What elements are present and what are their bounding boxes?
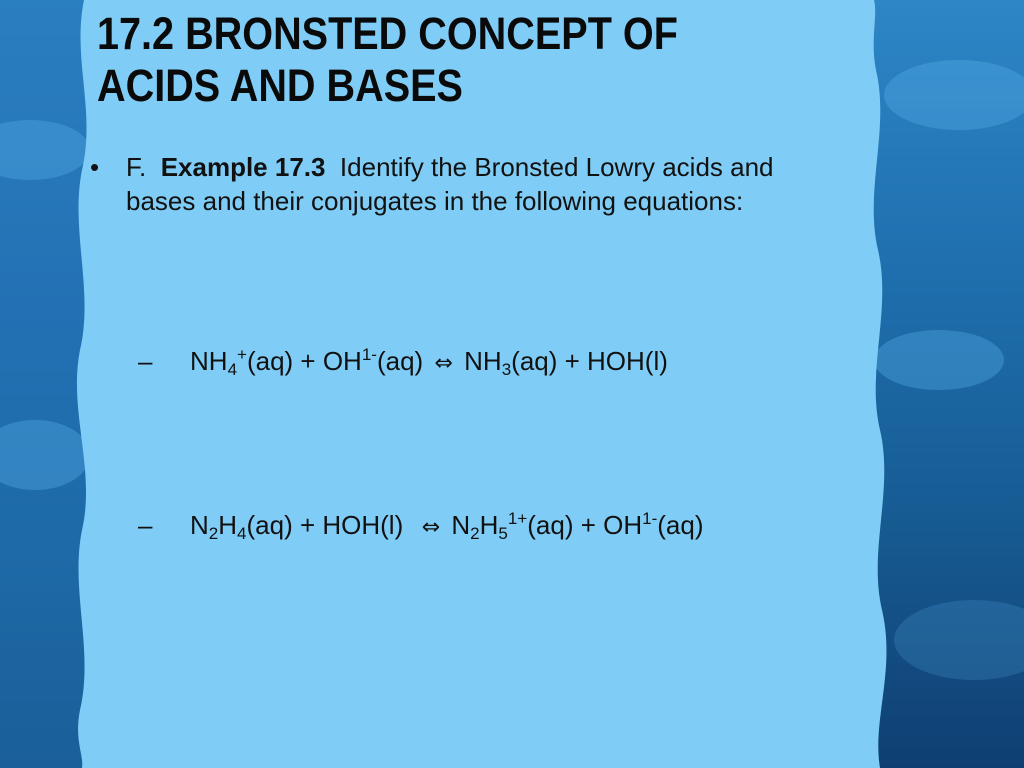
instruction-text: Identify the Bronsted Lowry acids and bases and their conjugates in the following equations: <box>126 152 774 216</box>
bullet-marker: • <box>90 152 100 182</box>
slide-title: 17.2 BRONSTED CONCEPT OF ACIDS AND BASES <box>97 8 678 111</box>
bullet-prefix: F. <box>126 152 147 182</box>
example-label: Example 17.3 <box>160 152 326 182</box>
bullet-text <box>126 150 826 218</box>
equation-dash: – <box>138 510 153 540</box>
equilibrium-arrow-icon: ⇔ <box>421 515 441 540</box>
equilibrium-arrow-icon: ⇔ <box>434 351 453 376</box>
equation-body: $N_2H_4(aq) + HOH(l)$ ⇔ $N_2H_5^{1+}(aq) + OH^{1-}(aq)$ <box>190 509 704 543</box>
equation-body: $NH_4^+(aq) + OH^{1-}(aq)$ ⇔ $NH_3(aq) + HOH(l)$ <box>190 345 668 379</box>
equation-dash: – <box>138 346 153 376</box>
